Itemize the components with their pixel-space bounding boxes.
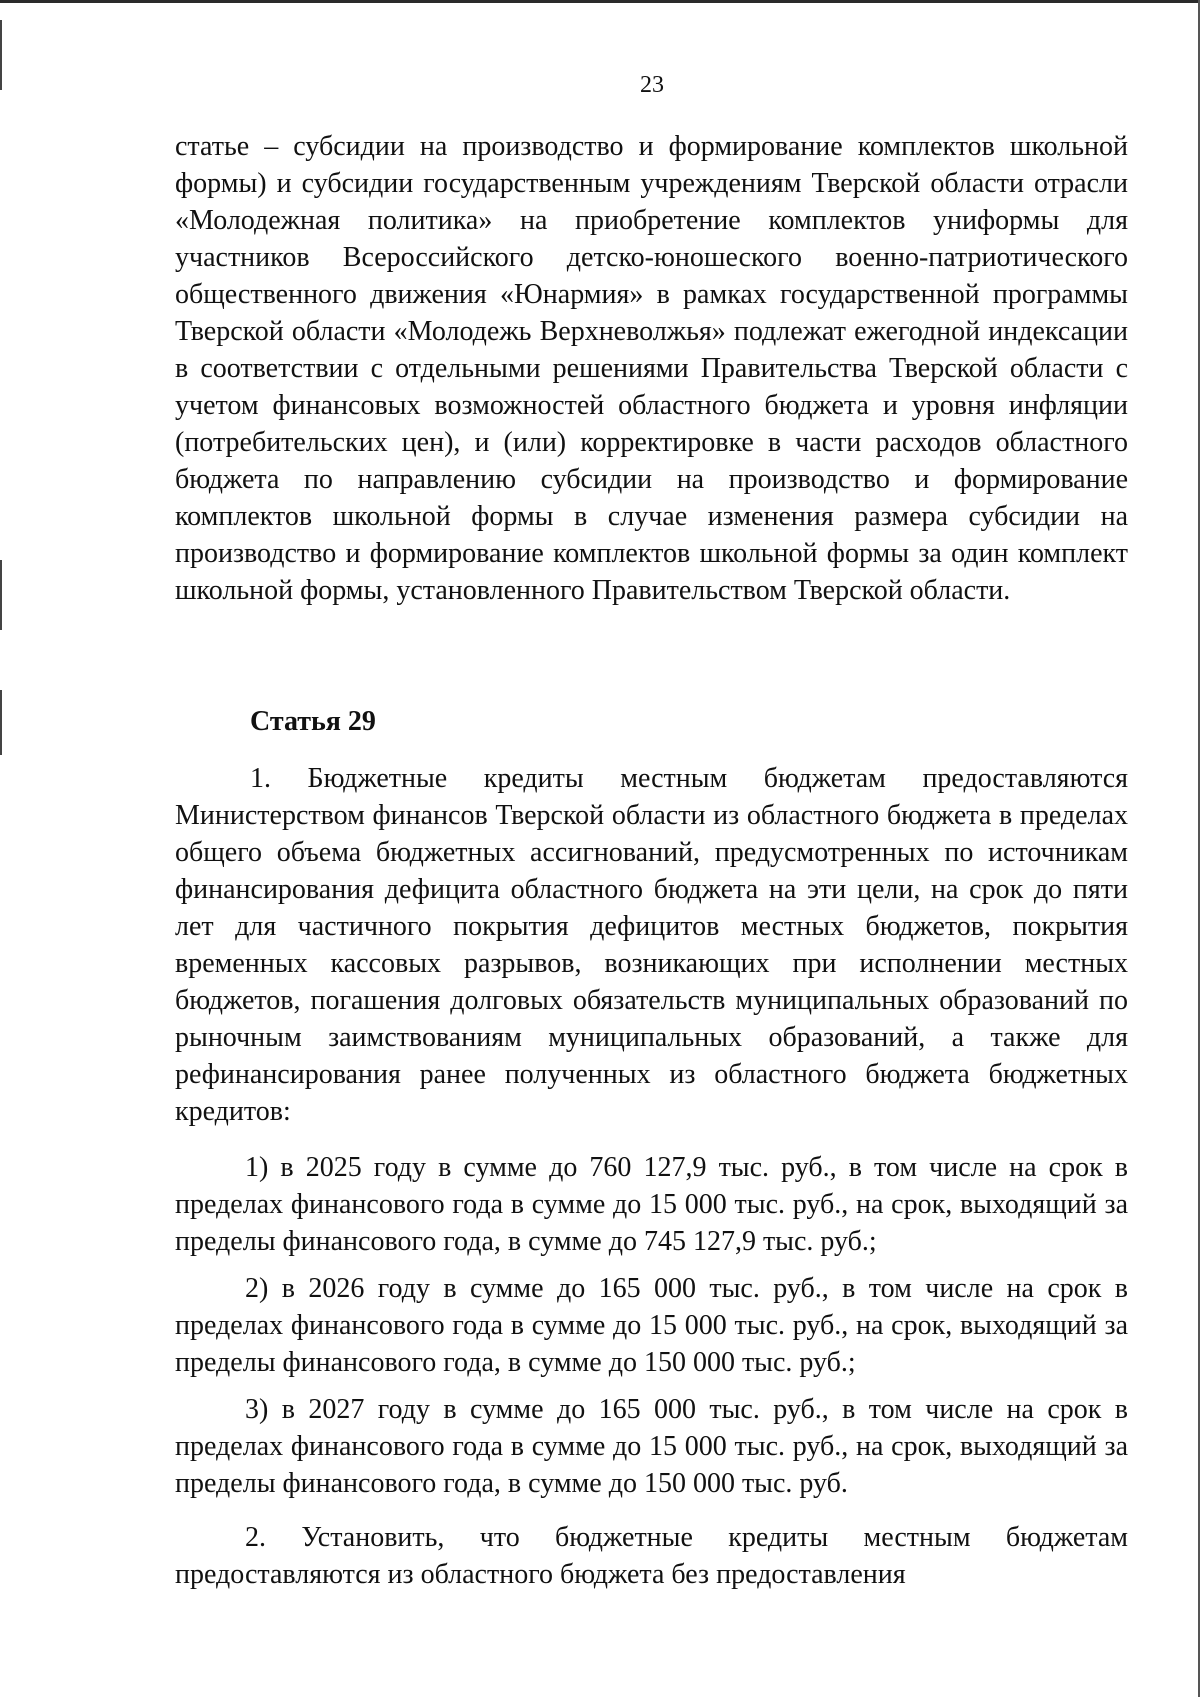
- scan-edge-mark: [0, 20, 2, 90]
- scan-edge-mark: [0, 690, 2, 755]
- paragraph-article-point-2: 2. Установить, что бюджетные кредиты местным бюджетам предоставляются из областного бюджета без предоставления: [175, 1522, 1128, 1590]
- list-item-2026: 2) в 2026 году в сумме до 165 000 тыс. руб., в том числе на срок в пределах финансового года в сумме до 15 000 тыс. руб., на срок, выходящий за пределы финансового года, в сумме до 150 000 тыс. руб.;: [175, 1273, 1128, 1378]
- page-number: 23: [640, 72, 664, 98]
- paragraph-article-point-1: 1. Бюджетные кредиты местным бюджетам предоставляются Министерством финансов Тверской области из областного бюджета в пределах общего объема бюджетных ассигнований, предусмотренных по источникам финансирования дефицита областного бюджета на эти цели, на срок до пяти лет для частичного покрытия дефицитов местных бюджетов, покрытия временных кассовых разрывов, возникающих при исполнении местных бюджетов, погашения долговых обязательств муниципальных образований по рыночным заимствованиям муниципальных образований, а также для рефинансирования ранее полученных из областного бюджета бюджетных кредитов:: [175, 763, 1128, 1127]
- scan-edge-mark: [0, 560, 2, 630]
- article-heading: Статья 29: [250, 706, 376, 737]
- scan-top-border: [0, 0, 1200, 3]
- list-item-2027: 3) в 2027 году в сумме до 165 000 тыс. руб., в том числе на срок в пределах финансового года в сумме до 15 000 тыс. руб., на срок, выходящий за пределы финансового года, в сумме до 150 000 тыс. руб.: [175, 1394, 1128, 1499]
- paragraph-continuation: статье – субсидии на производство и формирование комплектов школьной формы) и субсидии государственным учреждениям Тверской области отрасли «Молодежная политика» на приобретение комплектов униформы для участников Всероссийского детско-юношеского военно-патриотического общественного движения «Юнармия» в рамках государственной программы Тверской области «Молодежь Верхневолжья» подлежат ежегодной индексации в соответствии с отдельными решениями Правительства Тверской области с учетом финансовых возможностей областного бюджета и уровня инфляции (потребительских цен), и (или) корректировке в части расходов областного бюджета по направлению субсидии на производство и формирование комплектов школьной формы в случае изменения размера субсидии на производство и формирование комплектов школьной формы за один комплект школьной формы, установленного Правительством Тверской области.: [175, 131, 1128, 606]
- list-item-2025: 1) в 2025 году в сумме до 760 127,9 тыс. руб., в том числе на срок в пределах финансового года в сумме до 15 000 тыс. руб., на срок, выходящий за пределы финансового года, в сумме до 745 127,9 тыс. руб.;: [175, 1152, 1128, 1257]
